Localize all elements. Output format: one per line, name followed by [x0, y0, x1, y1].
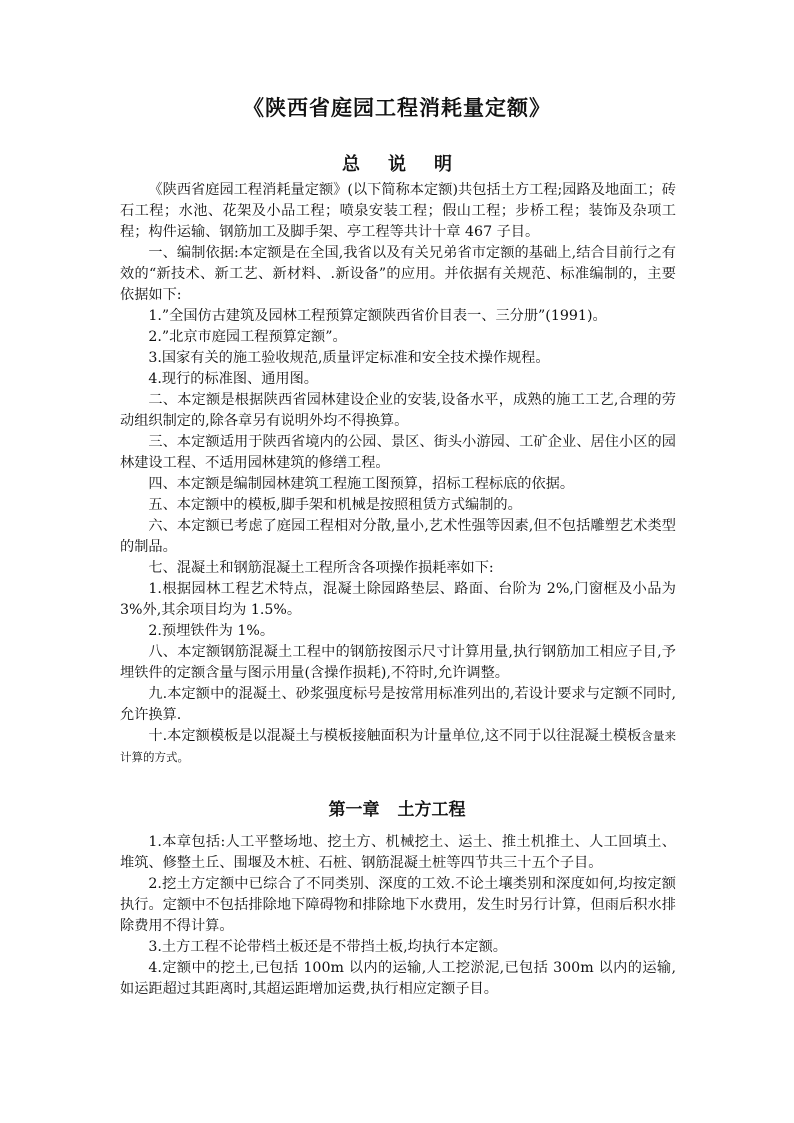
paragraph: 八、本定额钢筋混凝土工程中的钢筋按图示尺寸计算用量,执行钢筋加工相应子目,予埋铁件的定额含量与图示用量(含操作损耗),不符时,允许调整。 — [120, 644, 676, 681]
paragraph-small-tail: 含量来计算的方式。 — [120, 729, 676, 764]
heading-char: 说 — [388, 154, 406, 175]
paragraph-text: 十.本定额模板是以混凝土与模板接触面积为计量单位,这不同于以往混凝土模板 — [148, 728, 642, 744]
paragraph: 1.根据园林工程艺术特点，混凝土除园路垫层、路面、台阶为 2%,门窗框及小品为 3%外,其余项目均为 1.5%。 — [120, 581, 676, 618]
general-notes-body — [120, 180, 676, 768]
paragraph: 《陕西省庭园工程消耗量定额》(以下简称本定额)共包括土方工程;园路及地面工；砖石工程；水池、花架及小品工程；喷泉安装工程；假山工程；步桥工程；装饰及杂项工程；构件运输、钢筋加工及脚手架、亭工程等共计十章 467 子目。 — [120, 182, 676, 240]
paragraph: 1.本章包括:人工平整场地、挖土方、机械挖土、运土、推土机推土、人工回填土、堆筑、修整土丘、围堰及木桩、石桩、钢筋混凝土桩等四节共三十五个子目。 — [120, 834, 676, 871]
chapter-heading — [0, 795, 794, 820]
paragraph: 六、本定额已考虑了庭园工程相对分散,量小,艺术性强等因素,但不包括雕塑艺术类型的制品。 — [120, 518, 676, 555]
paragraph: 七、混凝土和钢筋混凝土工程所含各项操作损耗率如下: — [148, 560, 494, 576]
document-title: 《陕西省庭园工程消耗量定额》 — [243, 95, 551, 120]
paragraph-last — [120, 726, 676, 768]
chapter-title: 土方工程 — [397, 800, 466, 820]
paragraph: 4.定额中的挖土,已包括 100m 以内的运输,人工挖淤泥,已包括 300m 以内的运输,如运距超过其距离时,其超运距增加运费,执行相应定额子目。 — [120, 960, 676, 997]
paragraph: 1.”全国仿古建筑及园林工程预算定额陕西省价目表一、三分册”(1991)。 — [148, 308, 607, 324]
paragraph: 九.本定额中的混凝土、砂浆强度标号是按常用标准列出的,若设计要求与定额不同时,允许换算. — [120, 686, 676, 723]
paragraph: 2.预埋铁件为 1%。 — [148, 623, 275, 639]
paragraph: 3.国家有关的施工验收规范,质量评定标准和安全技术操作规程。 — [148, 350, 550, 366]
paragraph: 三、本定额适用于陕西省境内的公园、景区、街头小游园、工矿企业、居住小区的园林建设工程、不适用园林建筑的修缮工程。 — [120, 434, 676, 471]
paragraph: 二、本定额是根据陕西省园林建设企业的安装,设备水平，成熟的施工工艺,合理的劳动组织制定的,除各章另有说明外均不得换算。 — [120, 392, 676, 429]
heading-char: 总 — [342, 154, 360, 175]
paragraph: 2.”北京市庭园工程预算定额”。 — [148, 329, 347, 345]
chapter-number: 第一章 — [328, 800, 380, 820]
paragraph: 一、编制依据:本定额是在全国,我省以及有关兄弟省市定额的基础上,结合目前行之有效的“新技术、新工艺、新材料、.新设备”的应用。并依据有关规范、标准编制的，主要依据如下: — [120, 245, 676, 303]
paragraph: 2.挖土方定额中已综合了不同类别、深度的工效.不论土壤类别和深度如何,均按定额执行。定额中不包括排除地下障碍物和排除地下水费用，发生时另行计算，但雨后积水排除费用不得计算。 — [120, 876, 676, 934]
paragraph: 4.现行的标准图、通用图。 — [148, 371, 318, 387]
heading-char: 明 — [434, 154, 452, 175]
paragraph: 3.土方工程不论带档土板还是不带挡土板,均执行本定额。 — [148, 939, 507, 955]
paragraph: 四、本定额是编制园林建筑工程施工图预算，招标工程标底的依据。 — [148, 476, 575, 492]
chapter-body — [120, 832, 676, 1000]
paragraph: 五、本定额中的模板,脚手架和机械是按照租赁方式编制的。 — [148, 497, 522, 513]
section-heading-general-notes — [0, 150, 794, 176]
